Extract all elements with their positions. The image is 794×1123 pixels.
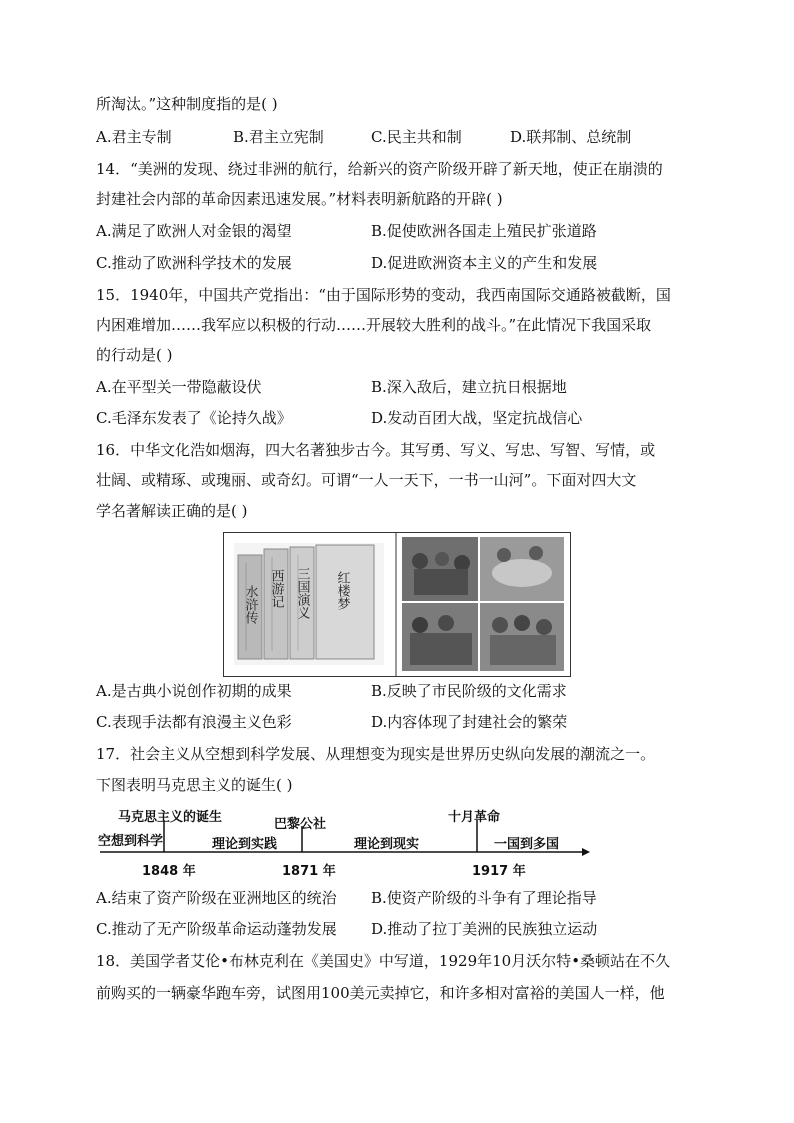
four-classics-image [224, 533, 570, 676]
book-spine-shuihu: 水浒传 [242, 585, 258, 624]
timeline-segment-theory-to-reality: 理论到现实 [354, 837, 420, 852]
q18-stem-line1: 18．美国学者艾伦•布林克利在《美国史》中写道，1929年10月沃尔特•桑顿站在不久 [96, 952, 671, 970]
q15-stem-line3: 的行动是( ) [96, 346, 173, 364]
q13-option-c[interactable]: C.民主共和制 [371, 128, 462, 146]
q14-option-b[interactable]: B.促使欧洲各国走上殖民扩张道路 [371, 222, 597, 240]
book-spine-xiyou: 西游记 [268, 569, 284, 608]
q17-stem-line2: 下图表明马克思主义的诞生( ) [96, 776, 293, 794]
q18-stem-line2: 前购买的一辆豪华跑车旁，试图用100美元卖掉它，和许多相对富裕的美国人一样，他 [96, 984, 665, 1002]
q14-option-d[interactable]: D.促进欧洲资本主义的产生和发展 [371, 254, 598, 272]
q16-option-b[interactable]: B.反映了市民阶级的文化需求 [371, 682, 567, 700]
timeline-year-1848: 1848 年 [142, 864, 196, 879]
q16-stem-line2: 壮阔、或精琢、或瑰丽、或奇幻。可谓“一人一天下，一书一山河”。下面对四大文 [96, 471, 637, 489]
q15-option-a[interactable]: A.在平型关一带隐蔽设伏 [96, 378, 262, 396]
book-cover-hongloumeng: 红楼梦 [334, 571, 350, 610]
q16-option-d[interactable]: D.内容体现了封建社会的繁荣 [371, 713, 568, 731]
q15-option-d[interactable]: D.发动百团大战，坚定抗战信心 [371, 409, 583, 427]
q16-stem-line3: 学名著解读正确的是( ) [96, 502, 248, 520]
timeline-year-1871: 1871 年 [282, 864, 336, 879]
q16-option-a[interactable]: A.是古典小说创作初期的成果 [96, 682, 292, 700]
timeline-segment-theory-to-practice: 理论到实践 [212, 837, 278, 852]
q13-option-b[interactable]: B.君主立宪制 [233, 128, 324, 146]
timeline-segment-utopia-to-science: 空想到科学 [98, 834, 164, 849]
q15-option-c[interactable]: C.毛泽东发表了《论持久战》 [96, 409, 292, 427]
timeline-year-1917: 1917 年 [472, 864, 526, 879]
timeline-label-october-revolution: 十月革命 [448, 810, 501, 825]
q17-option-d[interactable]: D.推动了拉丁美洲的民族独立运动 [371, 920, 598, 938]
q16-option-c[interactable]: C.表现手法都有浪漫主义色彩 [96, 713, 292, 731]
q17-option-c[interactable]: C.推动了无产阶级革命运动蓬勃发展 [96, 920, 337, 938]
timeline-segment-one-to-many: 一国到多国 [494, 837, 560, 852]
q13-option-a[interactable]: A.君主专制 [96, 128, 172, 146]
timeline-label-paris-commune: 巴黎公社 [274, 817, 327, 832]
four-classics-figure [223, 532, 571, 677]
q14-stem-line2: 封建社会内部的革命因素迅速发展。”材料表明新航路的开辟( ) [96, 190, 503, 208]
q17-option-b[interactable]: B.使资产阶级的斗争有了理论指导 [371, 889, 597, 907]
q17-stem-line1: 17．社会主义从空想到科学发展、从理想变为现实是世界历史纵向发展的潮流之一。 [96, 745, 656, 763]
book-spine-sanguo: 三国演义 [294, 567, 310, 619]
q15-stem-line1: 15．1940年，中国共产党指出：“由于国际形势的变动，我西南国际交通路被截断，国 [96, 286, 671, 304]
timeline-label-marxism: 马克思主义的诞生 [118, 810, 223, 825]
q16-stem-line1: 16．中华文化浩如烟海，四大名著独步古今。其写勇、写义、写忠、写智、写情，或 [96, 441, 656, 459]
q17-option-a[interactable]: A.结束了资产阶级在亚洲地区的统治 [96, 889, 337, 907]
q15-stem-line2: 内困难增加……我军应以积极的行动……开展较大胜利的战斗。”在此情况下我国采取 [96, 316, 652, 334]
q13-stem-tail: 所淘汰。”这种制度指的是( ) [96, 95, 278, 113]
drama-stills-collage [402, 537, 564, 671]
q14-option-c[interactable]: C.推动了欧洲科学技术的发展 [96, 254, 292, 272]
q14-option-a[interactable]: A.满足了欧洲人对金银的渴望 [96, 222, 292, 240]
q15-option-b[interactable]: B.深入敌后，建立抗日根据地 [371, 378, 567, 396]
q13-option-d[interactable]: D.联邦制、总统制 [510, 128, 632, 146]
q14-stem-line1: 14．“美洲的发现、绕过非洲的航行，给新兴的资产阶级开辟了新天地，使正在崩溃的 [96, 160, 663, 178]
